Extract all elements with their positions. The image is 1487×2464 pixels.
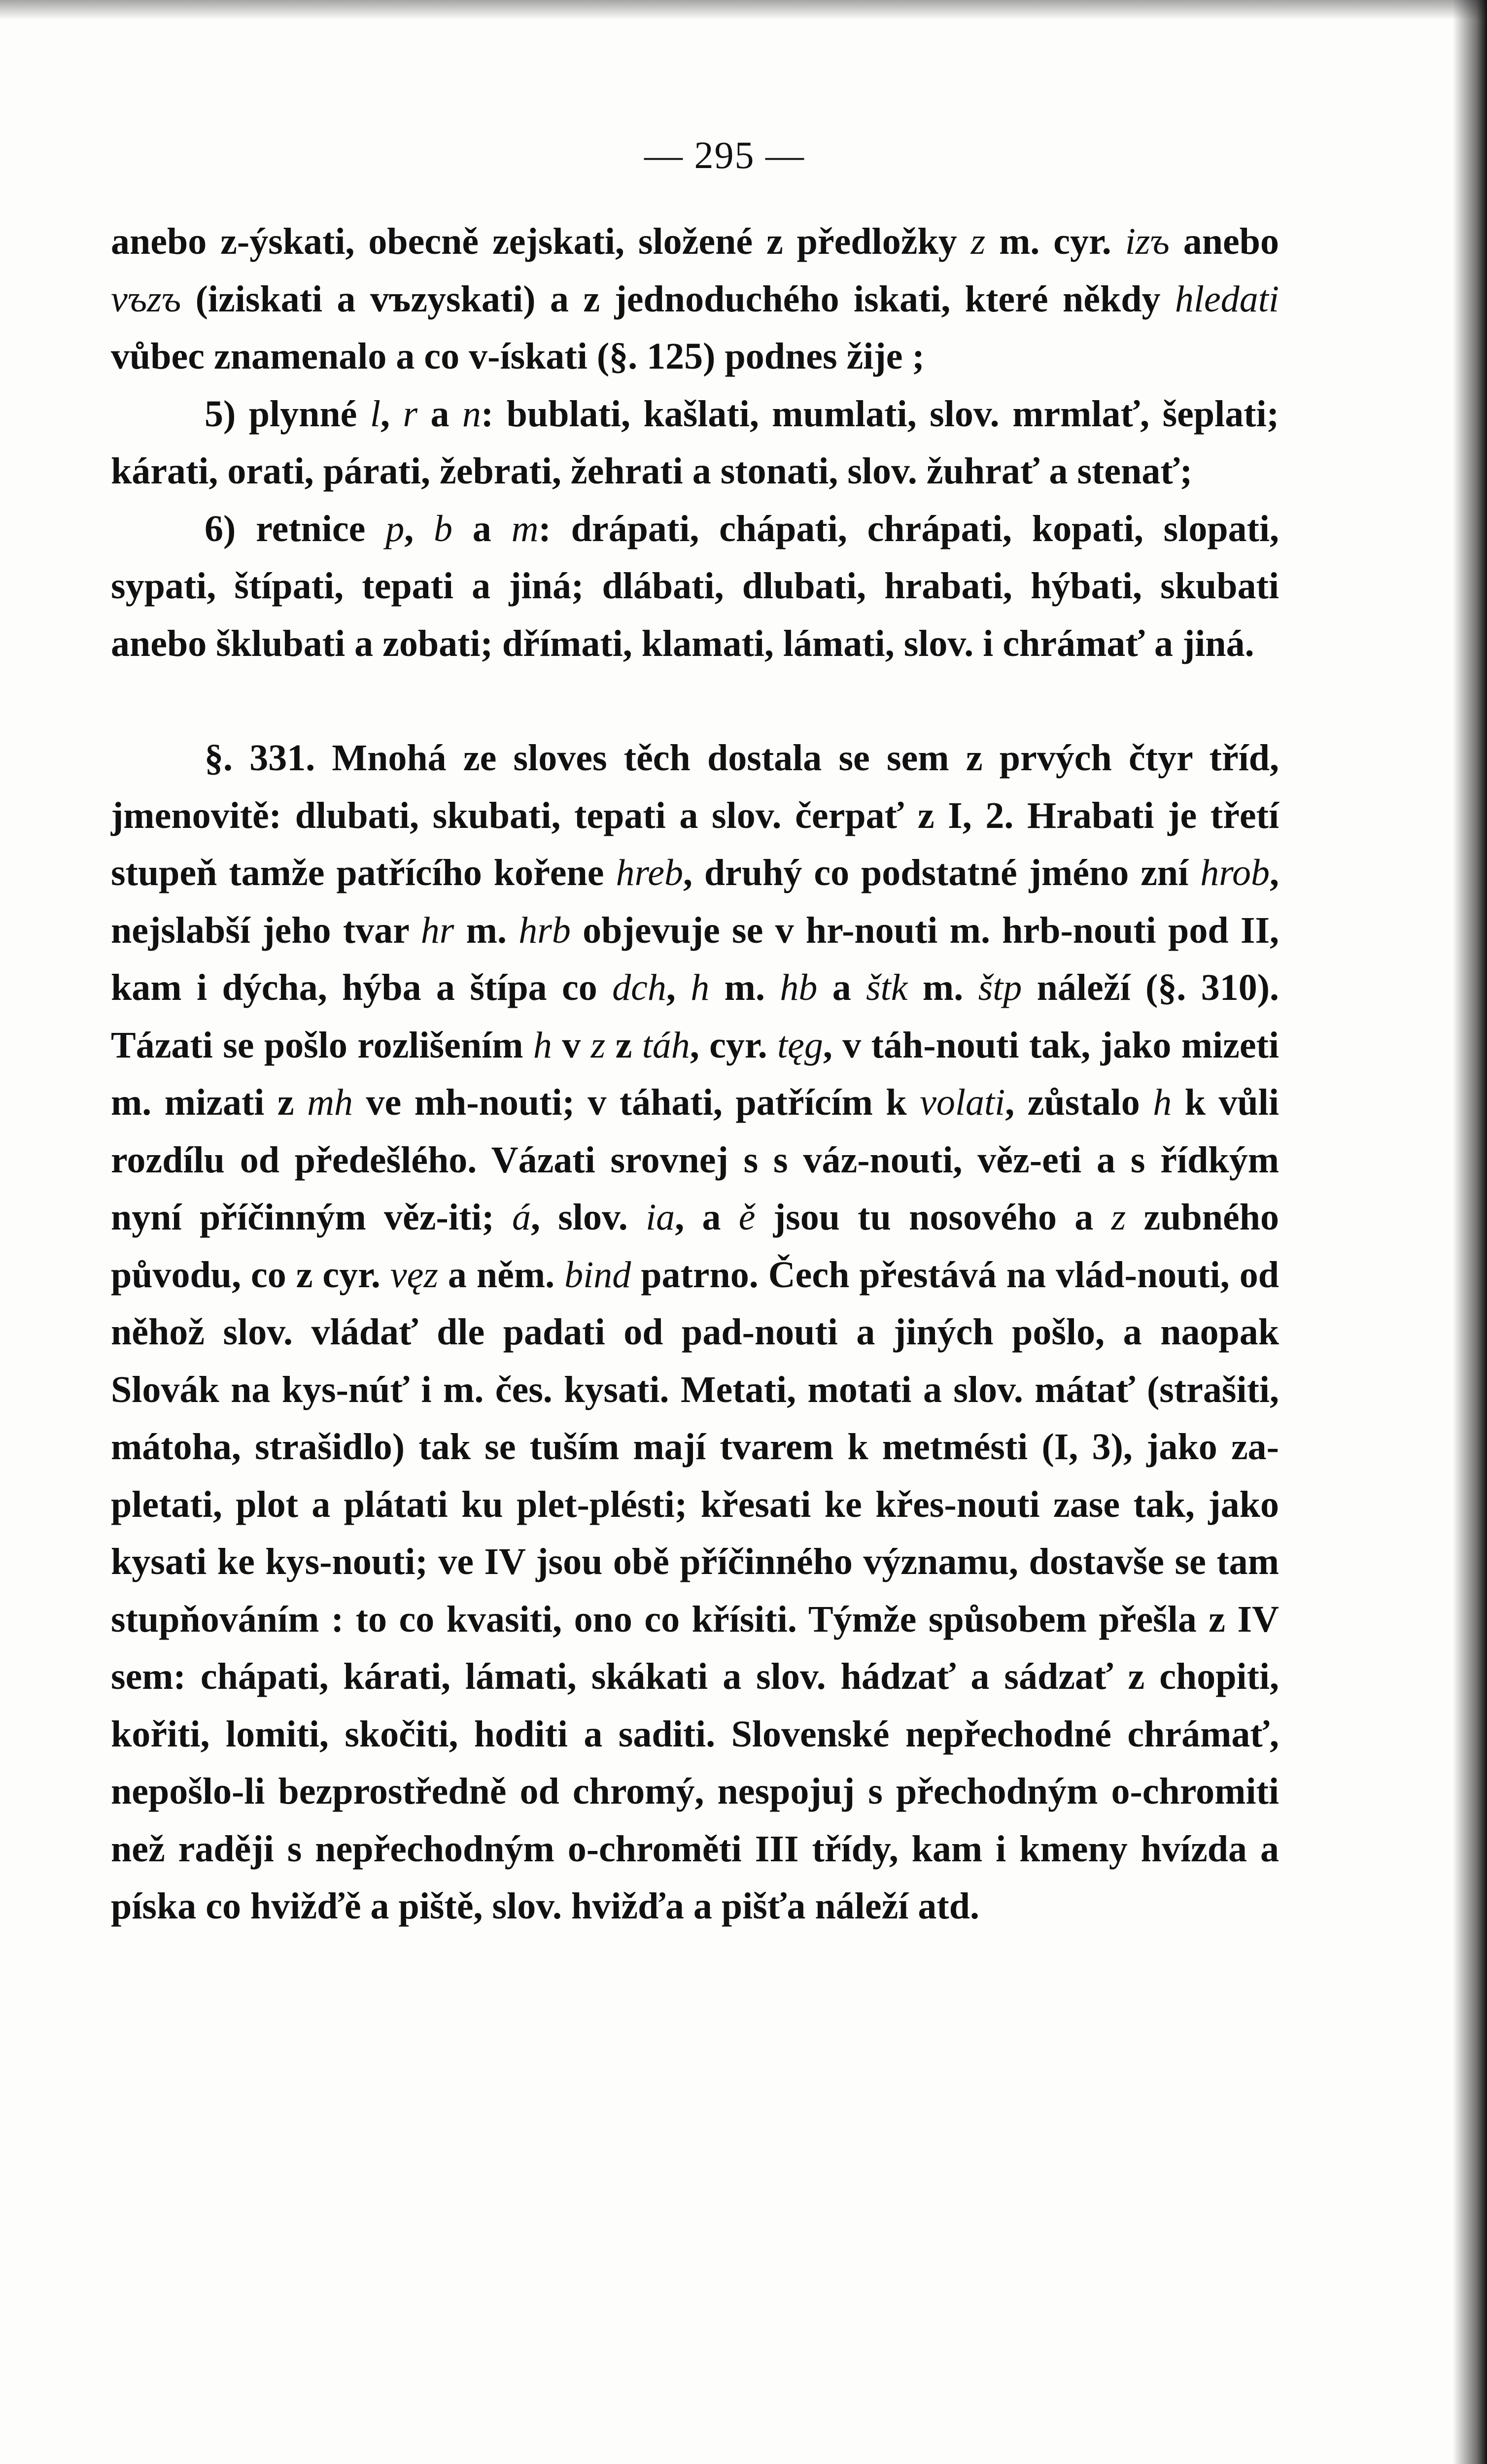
page-top-shadow xyxy=(0,0,1487,20)
page-number: — 295 — xyxy=(644,134,805,176)
paragraph-item-5: 5) plynné l, r a n: bublati, kašlati, mumlati, slov. mrmlať, šeplati; kárati, orati, párati, žebrati, žehrati a stonati, slov. žuhrať a stenať; xyxy=(111,393,1280,492)
body-text xyxy=(111,213,1279,1935)
paragraph-section-331: §. 331. Mnohá ze sloves těch dostala se sem z prvých čtyr tříd, jmenovitě: dlubati, skubati, tepati a slov. čerpať z I, 2. Hrabati je třetí stupeň tamže patřícího kořene hreb, druhý co podstatné jméno zní hrob, nejslabší jeho tvar hr m. hrb objevuje se v hr-nouti m. hrb-nouti pod II, kam i dýcha, hýba a štípa co dch, h m. hb a štk m. štp náleží (§. 310). Tázati se pošlo rozlišením h v z z táh, cyr. tęg, v táh-nouti tak, jako mizeti m. mizati z mh ve mh-nouti; v táhati, patřícím k volati, zůstalo h k vůli rozdílu od předešlého. Vázati srovnej s s váz-nouti, věz-eti a s řídkým nyní příčinným věz-iti; á, slov. ia, a ě jsou tu nosového a z zubného původu, co z cyr. vęz a něm. bind patrno. Čech přestává na vlád-nouti, od něhož slov. vládať dle padati od pad-nouti a jiných pošlo, a naopak Slovák na kys-núť i m. čes. kysati. Metati, motati a slov. mátať (strašiti, mátoha, strašidlo) tak se tuším mají tvarem k metmésti (I, 3), jako za-pletati, plot a plátati ku plet-plésti; křesati ke křes-nouti zase tak, jako kysati ke kys-nouti; ve IV jsou obě příčinného významu, dostavše se tam stupňováním : to co kvasiti, ono co křísiti. Týmže spůsobem přešla z IV sem: chápati, kárati, lámati, skákati a slov. hádzať a sádzať z chopiti, kořiti, lomiti, skočiti, hoditi a saditi. Slovenské nepřechodné chrámať, nepošlo-li bezprostředně od chromý, nespojuj s přechodným o-chromiti než raději s nepřechodným o-chroměti III třídy, kam i kmeny hvízda a píska co hvižďě a piště, slov. hvižďa a pišťa náleží atd. xyxy=(111,737,1280,1927)
page-spine-shadow xyxy=(1452,0,1487,2464)
paragraph-item-6: 6) retnice p, b a m: drápati, chápati, chrápati, kopati, slopati, sypati, štípati, tepati a jiná; dlábati, dlubati, hrabati, hýbati, skubati anebo šklubati a zobati; dřímati, klamati, lámati, slov. i chrámať a jiná. xyxy=(111,508,1280,664)
paragraph-continuation: anebo z-ýskati, obecně zejskati, složené z předložky z m. cyr. izъ anebo vъzъ (iziskati a vъzyskati) a z jednoduchého iskati, které někdy hledati vůbec znamenalo a co v-ískati (§. 125) podnes žije ; xyxy=(111,221,1279,377)
